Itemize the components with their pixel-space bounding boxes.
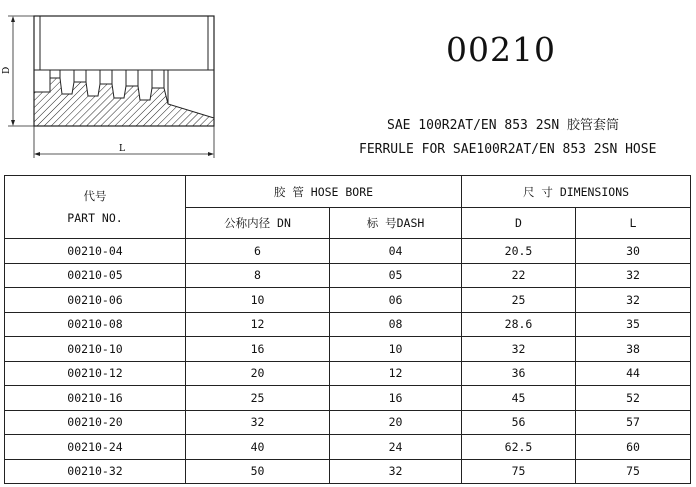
cell-l: 32 <box>576 288 691 313</box>
cell-dash: 24 <box>330 435 462 460</box>
cell-l: 38 <box>576 337 691 362</box>
cell-dn: 32 <box>186 410 330 435</box>
cell-part: 00210-06 <box>5 288 186 313</box>
part-label-cn: 代号 <box>83 189 107 203</box>
cell-l: 57 <box>576 410 691 435</box>
cell-dn: 50 <box>186 459 330 484</box>
table-row <box>5 288 691 313</box>
product-title-cn: SAE 100R2AT/EN 853 2SN 胶管套筒 <box>387 118 620 133</box>
cell-dn: 6 <box>186 239 330 264</box>
cell-dash: 20 <box>330 410 462 435</box>
cell-d: 32 <box>462 337 576 362</box>
dimensions-header: 尺 寸 DIMENSIONS <box>462 176 691 208</box>
cell-part: 00210-08 <box>5 312 186 337</box>
cell-part: 00210-20 <box>5 410 186 435</box>
cell-dn: 25 <box>186 386 330 411</box>
part-no-header <box>5 176 186 239</box>
l-header: L <box>576 208 691 239</box>
table-row <box>5 459 691 484</box>
table-row <box>5 386 691 411</box>
cell-dash: 10 <box>330 337 462 362</box>
dn-header: 公称内径 DN <box>186 208 330 239</box>
cell-dash: 12 <box>330 361 462 386</box>
table-header-row <box>5 176 691 208</box>
d-header: D <box>462 208 576 239</box>
cell-dash: 32 <box>330 459 462 484</box>
ferrule-drawing <box>0 0 230 165</box>
cell-dn: 20 <box>186 361 330 386</box>
table-row <box>5 312 691 337</box>
part-label-en: PART NO. <box>67 211 123 225</box>
cell-d: 28.6 <box>462 312 576 337</box>
product-title-en: FERRULE FOR SAE100R2AT/EN 853 2SN HOSE <box>359 142 657 157</box>
table-row <box>5 337 691 362</box>
dimension-l-label: L <box>119 144 125 154</box>
table-row <box>5 435 691 460</box>
cell-l: 32 <box>576 263 691 288</box>
cell-d: 36 <box>462 361 576 386</box>
table-row <box>5 410 691 435</box>
part-number-title: 00210 <box>446 30 556 69</box>
ferrule-section-hatch <box>34 78 214 126</box>
cell-dash: 04 <box>330 239 462 264</box>
cell-d: 56 <box>462 410 576 435</box>
table-row <box>5 239 691 264</box>
cell-part: 00210-24 <box>5 435 186 460</box>
cell-part: 00210-12 <box>5 361 186 386</box>
dimension-d-label: D <box>2 66 12 74</box>
cell-l: 75 <box>576 459 691 484</box>
table-row <box>5 361 691 386</box>
cell-d: 25 <box>462 288 576 313</box>
spec-table <box>4 175 691 484</box>
cell-l: 60 <box>576 435 691 460</box>
cell-d: 45 <box>462 386 576 411</box>
cell-dash: 06 <box>330 288 462 313</box>
cell-dash: 08 <box>330 312 462 337</box>
cell-part: 00210-32 <box>5 459 186 484</box>
cell-d: 20.5 <box>462 239 576 264</box>
cell-l: 35 <box>576 312 691 337</box>
cell-part: 00210-16 <box>5 386 186 411</box>
cell-dn: 40 <box>186 435 330 460</box>
cell-d: 22 <box>462 263 576 288</box>
cell-part: 00210-10 <box>5 337 186 362</box>
table-row <box>5 263 691 288</box>
cell-part: 00210-04 <box>5 239 186 264</box>
hose-bore-header: 胶 管 HOSE BORE <box>186 176 462 208</box>
cell-dn: 10 <box>186 288 330 313</box>
cell-l: 44 <box>576 361 691 386</box>
cell-d: 75 <box>462 459 576 484</box>
cell-l: 52 <box>576 386 691 411</box>
cell-dn: 16 <box>186 337 330 362</box>
cell-part: 00210-05 <box>5 263 186 288</box>
cell-d: 62.5 <box>462 435 576 460</box>
cell-dn: 8 <box>186 263 330 288</box>
dash-header: 标 号DASH <box>330 208 462 239</box>
cell-dn: 12 <box>186 312 330 337</box>
cell-dash: 05 <box>330 263 462 288</box>
cell-dash: 16 <box>330 386 462 411</box>
cell-l: 30 <box>576 239 691 264</box>
